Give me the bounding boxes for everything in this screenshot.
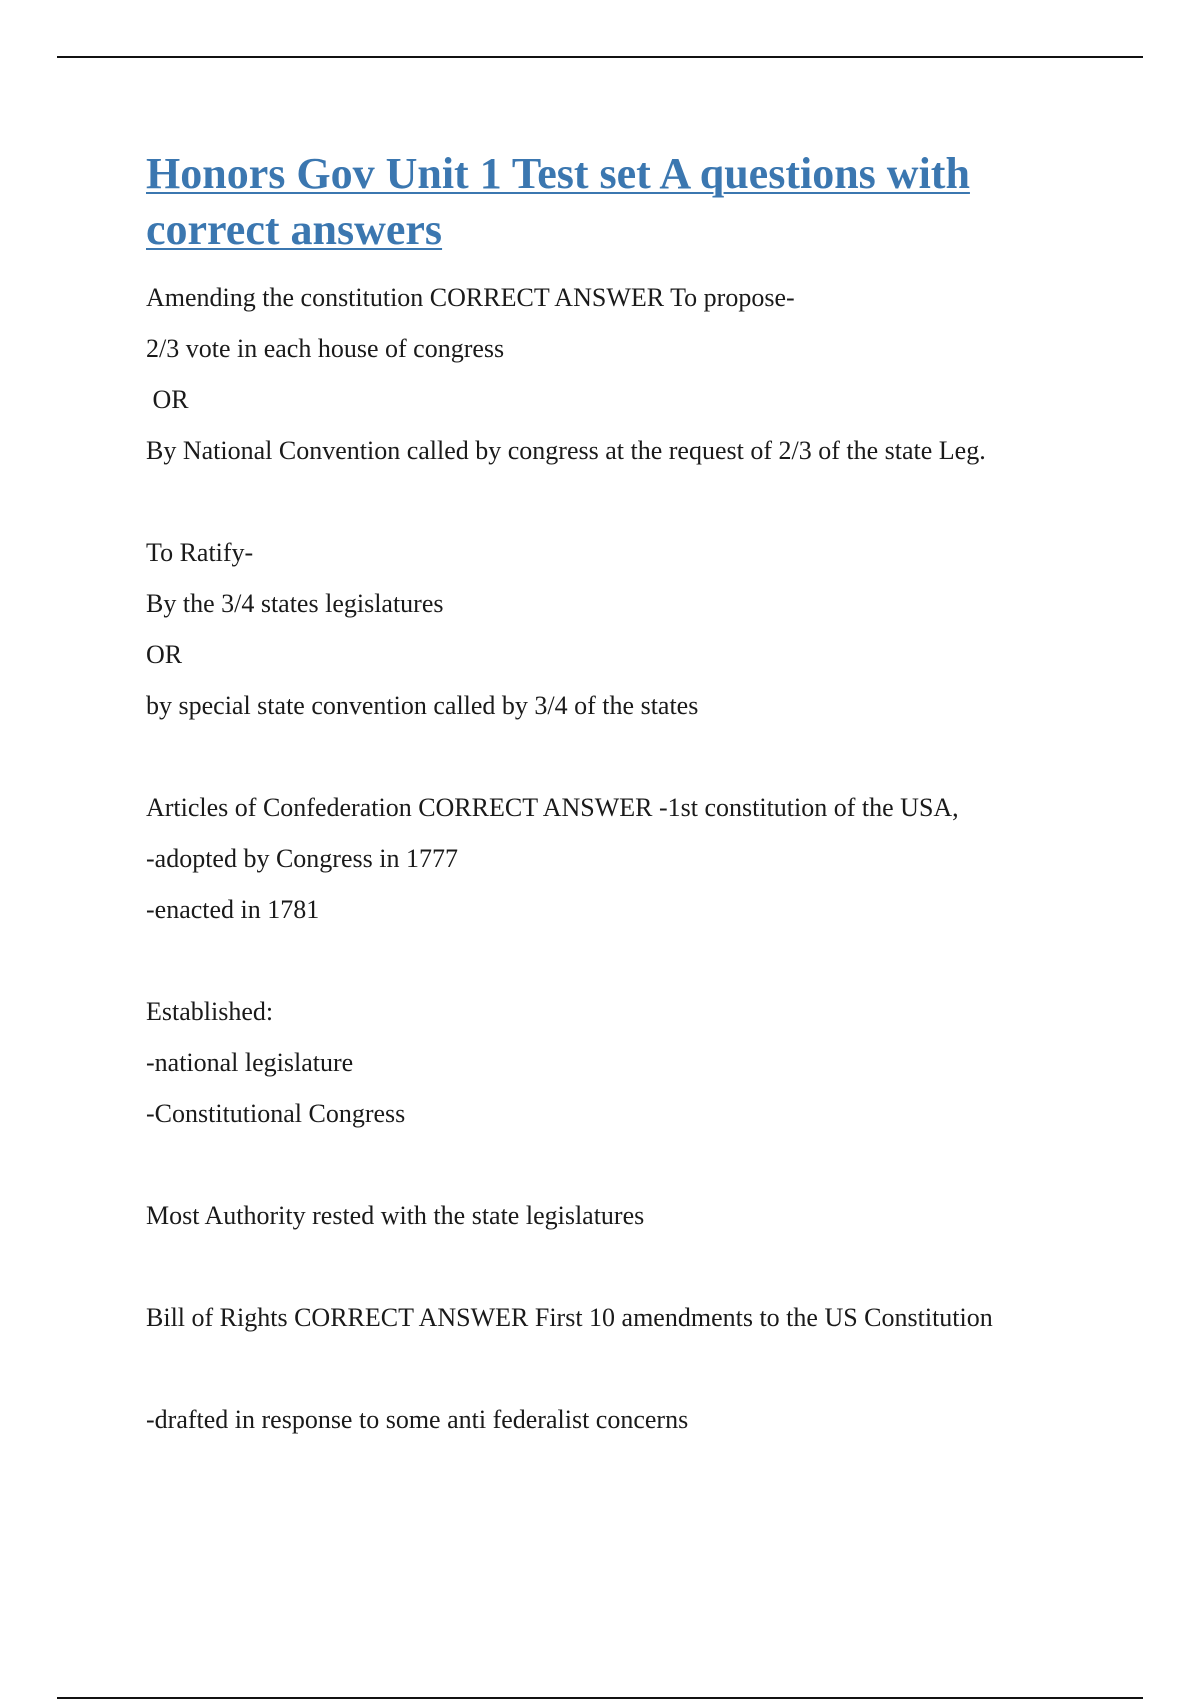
text-line: By the 3/4 states legislatures	[146, 589, 444, 618]
blank-line	[146, 1343, 1106, 1394]
text-line: Most Authority rested with the state legislatures	[146, 1201, 645, 1230]
bottom-rule	[57, 1697, 1143, 1699]
blank-line	[146, 1241, 1106, 1292]
text-line: OR	[146, 385, 189, 414]
top-rule	[57, 56, 1143, 58]
text-line: -national legislature	[146, 1048, 354, 1077]
document-body	[146, 146, 1106, 1445]
text-line: -drafted in response to some anti federalist concerns	[146, 1405, 689, 1434]
blank-line	[146, 1139, 1106, 1190]
blank-line	[146, 935, 1106, 986]
document-title-link[interactable]: Honors Gov Unit 1 Test set A questions with correct answers	[146, 149, 970, 254]
blank-line	[146, 731, 1106, 782]
text-line: 2/3 vote in each house of congress	[146, 334, 505, 363]
text-line: by special state convention called by 3/4 of the states	[146, 691, 699, 720]
blank-line	[146, 476, 1106, 527]
text-line: Established:	[146, 997, 274, 1026]
text-line: Amending the constitution CORRECT ANSWER To propose-	[146, 283, 795, 312]
text-line: OR	[146, 640, 183, 669]
text-line: To Ratify-	[146, 538, 254, 567]
text-line: -Constitutional Congress	[146, 1099, 406, 1128]
text-line: By National Convention called by congress at the request of 2/3 of the state Leg.	[146, 436, 986, 465]
text-line: Articles of Confederation CORRECT ANSWER -1st constitution of the USA,	[146, 793, 959, 822]
text-line: -enacted in 1781	[146, 895, 320, 924]
text-line: -adopted by Congress in 1777	[146, 844, 458, 873]
text-line: Bill of Rights CORRECT ANSWER First 10 amendments to the US Constitution	[146, 1303, 993, 1332]
